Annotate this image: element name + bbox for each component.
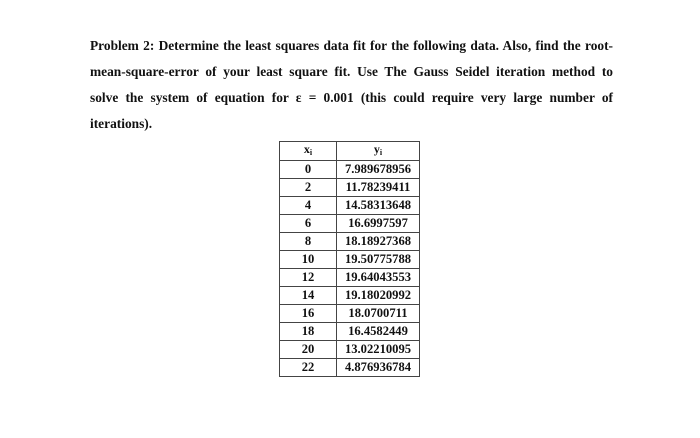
y-cell: 7.989678956 <box>337 161 420 179</box>
x-cell: 0 <box>280 161 337 179</box>
header-x <box>280 142 337 161</box>
problem-line-4: iterations). <box>90 116 153 131</box>
y-cell: 19.18020992 <box>337 287 420 305</box>
header-y-sub: i <box>379 148 383 157</box>
table-row <box>280 215 420 233</box>
header-y-base: y <box>373 142 380 156</box>
header-x-sub: i <box>309 148 313 157</box>
y-cell: 16.6997597 <box>337 215 420 233</box>
x-cell: 8 <box>280 233 337 251</box>
y-cell: 18.18927368 <box>337 233 420 251</box>
x-cell: 4 <box>280 197 337 215</box>
x-cell: 12 <box>280 269 337 287</box>
header-y <box>337 142 420 161</box>
problem-line-3: solve the system of equation for ε = 0.001 (this could require very large number of <box>90 90 613 105</box>
x-cell: 20 <box>280 341 337 359</box>
table-row <box>280 359 420 377</box>
table-row <box>280 233 420 251</box>
y-cell: 13.02210095 <box>337 341 420 359</box>
problem-line-2: mean-square-error of your least square fit. Use The Gauss Seidel iteration method to <box>90 64 613 79</box>
y-cell: 19.64043553 <box>337 269 420 287</box>
problem-statement <box>90 33 613 137</box>
y-cell: 18.0700711 <box>337 305 420 323</box>
x-cell: 18 <box>280 323 337 341</box>
problem-line-1: Problem 2: Determine the least squares data fit for the following data. Also, find the root- <box>90 38 613 53</box>
table-row <box>280 179 420 197</box>
table-row <box>280 161 420 179</box>
header-x-base: x <box>303 142 310 156</box>
table-row <box>280 269 420 287</box>
table-row <box>280 197 420 215</box>
table-row <box>280 251 420 269</box>
y-cell: 4.876936784 <box>337 359 420 377</box>
x-cell: 10 <box>280 251 337 269</box>
x-cell: 22 <box>280 359 337 377</box>
x-cell: 6 <box>280 215 337 233</box>
data-table <box>279 141 420 377</box>
table-row <box>280 323 420 341</box>
y-cell: 11.78239411 <box>337 179 420 197</box>
y-cell: 14.58313648 <box>337 197 420 215</box>
table-row <box>280 341 420 359</box>
y-cell: 16.4582449 <box>337 323 420 341</box>
table-row <box>280 287 420 305</box>
x-cell: 14 <box>280 287 337 305</box>
table-row <box>280 305 420 323</box>
x-cell: 16 <box>280 305 337 323</box>
y-cell: 19.50775788 <box>337 251 420 269</box>
table-header-row <box>280 142 420 161</box>
x-cell: 2 <box>280 179 337 197</box>
